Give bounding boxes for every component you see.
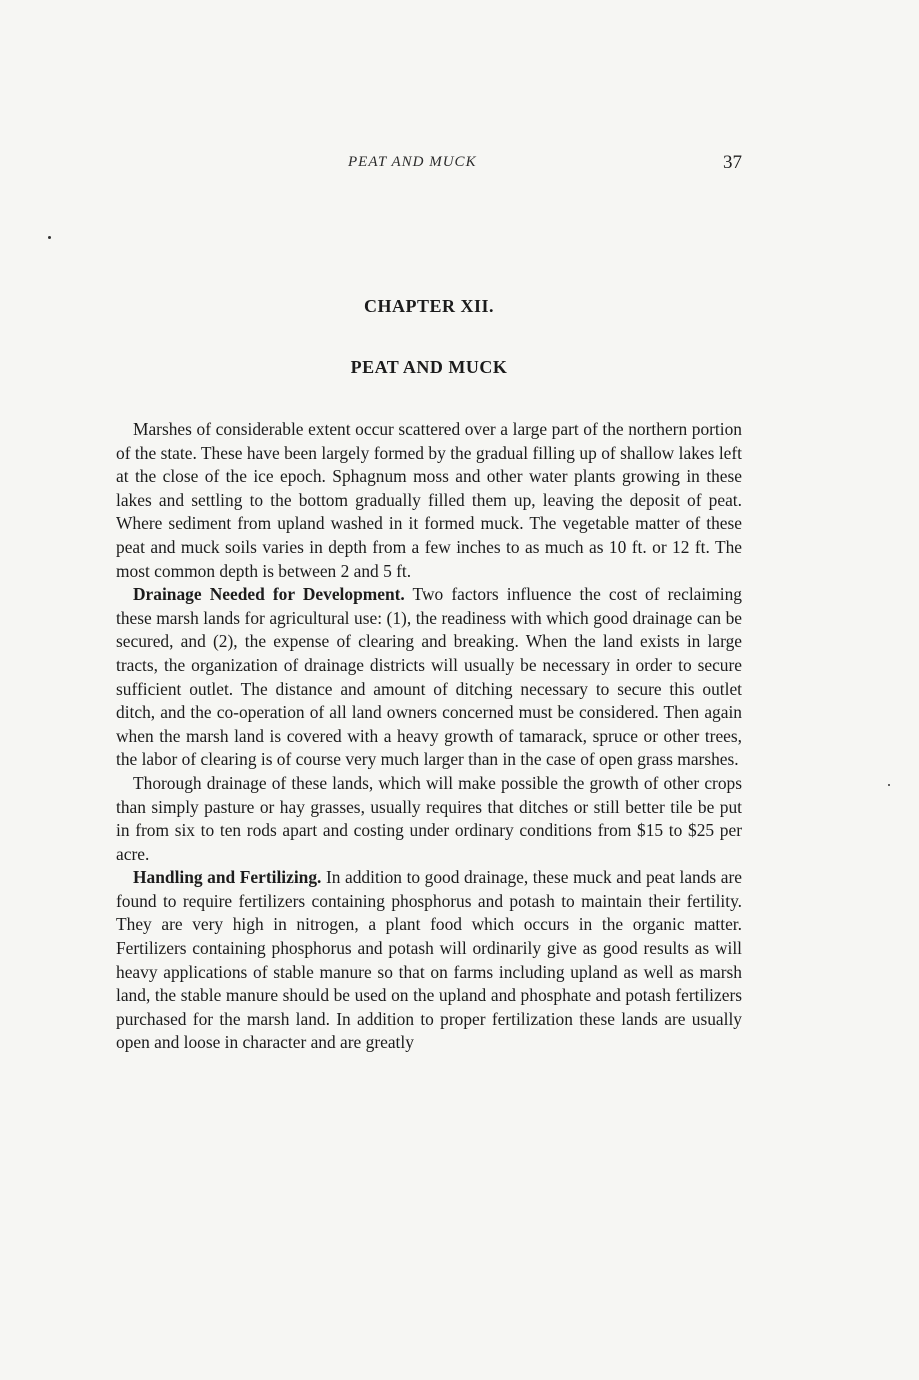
scan-speck xyxy=(888,784,890,786)
paragraph-text: Two factors influence the cost of reclaiming these marsh lands for agricultural use: (1), the readiness with which good drainage can be secured, and (2), the expense of clearing and breaking. When the land exists in large tracts, the organization of drainage districts will usually be necessary in order to secure sufficient outlet. The distance and amount of ditching necessary to secure this outlet ditch, and the co-operation of all land owners concerned must be considered. Then again when the marsh land is covered with a heavy growth of tamarack, spruce or other trees, the labor of clearing is of course very much larger than in the case of open grass marshes. xyxy=(116,584,742,770)
running-title: PEAT AND MUCK xyxy=(348,154,477,170)
chapter-number: CHAPTER XII. xyxy=(363,296,494,316)
body-text xyxy=(116,418,742,1055)
paragraph-text: Thorough drainage of these lands, which will make possible the growth of other crops than simply pasture or hay grasses, usually requires that ditches or still better tile be put in from six to ten rods apart and costing under ordinary conditions from $15 to $25 per acre. xyxy=(116,772,742,864)
section-heading: Handling and Fertilizing. xyxy=(133,867,322,888)
section-heading: Drainage Needed for Development. xyxy=(133,584,405,605)
chapter-title: PEAT AND MUCK xyxy=(350,357,508,377)
paragraph xyxy=(116,418,742,583)
scan-speck xyxy=(48,236,51,239)
paragraph xyxy=(116,583,742,772)
paragraph-text: In addition to good drainage, these muck and peat lands are found to require fertilizers containing phosphorus and potash to maintain their fertility. They are very high in nitrogen, a plant food which occurs in the organic matter. Fertilizers containing phosphorus and potash will ordinarily give as good results as will heavy applications of stable manure so that on farms including upland as well as marsh land, the stable manure should be used on the upland and phosphate and potash fertilizers purchased for the marsh land. In addition to proper fertilization these lands are usually open and loose in character and are greatly xyxy=(116,867,742,1053)
paragraph-text: Marshes of considerable extent occur scattered over a large part of the northern portion of the state. These have been largely formed by the gradual filling up of shallow lakes left at the close of the ice epoch. Sphagnum moss and other water plants growing in these lakes and settling to the bottom gradually filled them up, leaving the deposit of peat. Where sediment from upland washed in it formed muck. The vegetable matter of these peat and muck soils varies in depth from a few inches to as much as 10 ft. or 12 ft. The most common depth is between 2 and 5 ft. xyxy=(116,419,742,581)
running-header xyxy=(116,152,742,178)
page-number: 37 xyxy=(723,152,742,173)
paragraph xyxy=(116,772,742,866)
paragraph xyxy=(116,866,742,1055)
